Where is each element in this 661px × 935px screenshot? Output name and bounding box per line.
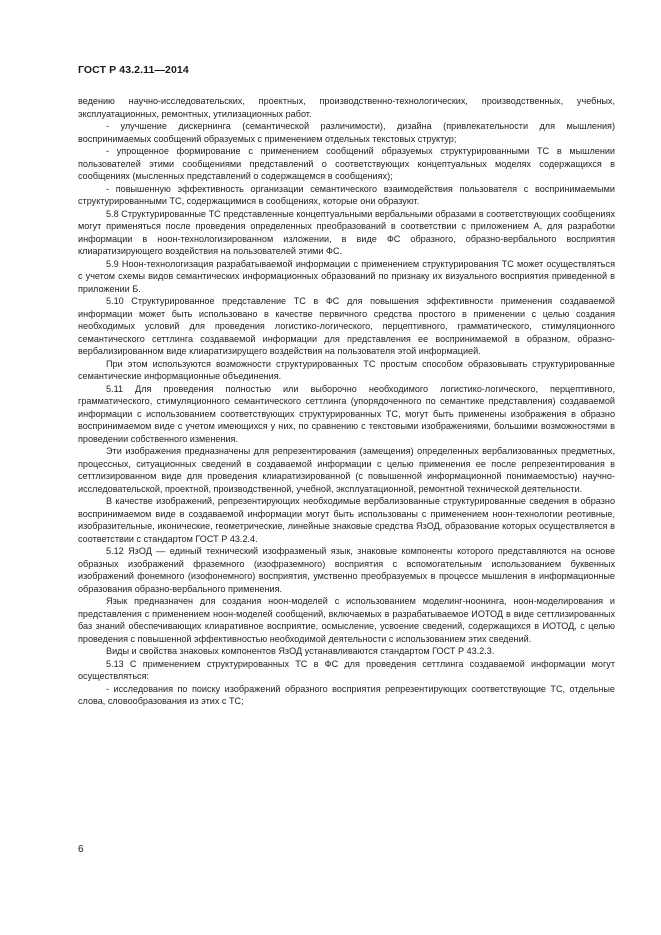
paragraph: 5.12 ЯзОД — единый технический изофразменый язык, знаковые компоненты которого представляются на основе образных изображений фраземного (изофраземного) восприятия с вспомогательным использованием буквенных изображений фонемного (изофонемного) восприятия, умственно преобразуемых в процессе мышления в информационные образования образно-вербального применения.: [78, 546, 615, 594]
paragraph: Язык предназначен для создания ноон-моделей с использованием моделинг-ноонинга, ноон-моделирования и представления с применением ноон-моделей сообщений, включаемых в разрабатываемое ИОТОД в виде сеттлизированных баз знаний обеспечивающих клиаративное восприятие, осмысление, усвоение сведений, содержащихся в ИОТОД, с целью проведения с повышенной эффективностью необходимой деятельности с использованием этих сведений.: [78, 596, 615, 644]
page-number: 6: [78, 844, 84, 855]
paragraph: 5.11 Для проведения полностью или выборочно необходимого логистико-логического, перцептивного, грамматического, стимуляционного семантического сеттлинга (упорядоченного по семантике представления) создаваемой информации с использованием соответствующих структурированных ТС, могут быть применены изображения в образно воспринимаемом виде с учетом имеющихся у них, по сравнению с текстовыми изображениями, большими возможностями в проведении собственного изменения.: [78, 383, 615, 444]
paragraph: ведению научно-исследовательских, проектных, производственно-технологических, производственных, учебных, эксплуатационных, ремонтных, утилизационных работ.: [78, 96, 615, 119]
paragraph: При этом используются возможности структурированных ТС простым способом образовывать структурированные семантические информационные объединения.: [78, 358, 615, 381]
paragraph: - повышенную эффективность организации семантического взаимодействия пользователя с воспринимаемыми структурированными ТС, содержащимися в сообщениях, которые они образуют.: [78, 183, 615, 206]
paragraph: 5.8 Структурированные ТС представленные концептуальными вербальными образами в соответствующих сообщениях могут применяться после проведения определенных преобразований в соответствии с приложением А, для разработки информации в ноон-технологизированном изложении, в виде ФС образного, образно-вербального восприятия клиаратизирующего воздействия на пользователей этими ФС.: [78, 208, 615, 256]
body-text: [78, 95, 615, 708]
paragraph: - упрощенное формирование с применением сообщений образуемых структурированными ТС в мышлении пользователей этими сообщениями представлений о соответствующих концептуальных моделях содержащихся в сообщениях (мысленных представлений о содержащемся в сообщениях);: [78, 146, 615, 181]
paragraph: 5.10 Структурированное представление ТС в ФС для повышения эффективности применения создаваемой информации может быть использовано в качестве первичного средства простого в применении с целью создания необходимых условий для проведения логистико-логического, перцептивного, грамматического, стимуляционного семантического сеттлинга создаваемой информации для представления ее воспринимаемой в образном, образно-вербализированном виде клиаратизирущего воздействия на пользователя этой информацией.: [78, 296, 615, 356]
paragraph: Виды и свойства знаковых компонентов ЯзОД устанавливаются стандартом ГОСТ Р 43.2.3.: [106, 646, 495, 656]
paragraph: 5.13 С применением структурированных ТС в ФС для проведения сеттлинга создаваемой информации могут осуществляться:: [78, 658, 615, 681]
paragraph: - улучшение дискернинга (семантической различимости), дизайна (привлекательности для мышления) воспринимаемых сообщений образуемых с применением отдельных текстовых структур;: [78, 121, 615, 144]
paragraph: Эти изображения предназначены для репрезентирования (замещения) определенных вербализованных предметных, процессных, ситуационных сведений в создаваемой информации с целью применения ее после репрезентирования в сеттлизированном виде для проведения клиаратизированной (с повышенной информационной понимаемостью) научно-исследовательской, проектной, производственной, учебной, эксплуатационной, ремонтной технической деятельности.: [78, 446, 615, 494]
document-header: ГОСТ Р 43.2.11—2014: [78, 64, 189, 76]
paragraph: 5.9 Ноон-технологизация разрабатываемой информации с применением структурирования ТС может осуществляться с учетом схемы видов семантических информационных образований по признаку их визуального восприятия приведенной в приложении Б.: [78, 258, 615, 294]
paragraph: В качестве изображений, репрезентирующих необходимые вербализованные структурированные сведения в образно воспринимаемом виде в создаваемой информации могут быть использованы с применением ноон-технологии реотивные, изобразительные, иконические, геометрические, линейные знаковые средства ЯзОД, образование которых осуществляется в соответствии с стандартом ГОСТ Р 43.2.4.: [78, 496, 615, 544]
paragraph: - исследования по поиску изображений образного восприятия репрезентирующих соответствующие ТС, отдельные слова, словообразования из этих с ТС;: [78, 683, 615, 706]
